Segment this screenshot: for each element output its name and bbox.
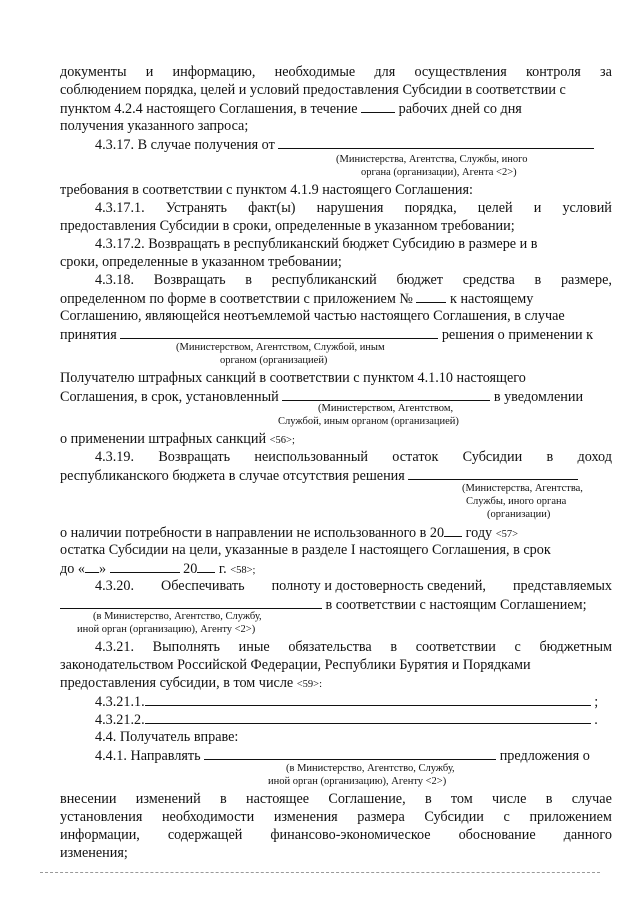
blank-field: [120, 325, 438, 339]
text-fragment: 20: [183, 561, 198, 577]
text-fragment: решения о применении к: [441, 327, 593, 343]
word: нарушения: [316, 200, 384, 216]
text-fragment: о применении штрафных санкций: [60, 431, 267, 447]
word: в: [424, 791, 432, 807]
text-line-35: изменения;: [60, 845, 128, 861]
word: Возвращать: [153, 272, 226, 288]
word: Соглашение,: [328, 791, 406, 807]
text-fragment: о наличии потребности в направлении не использованного в 20: [60, 525, 445, 541]
text-fragment: 4.3.17. В случае получения от: [95, 137, 275, 153]
word: 4.3.20.: [95, 578, 135, 594]
text-fragment: предоставления субсидии, в том числе: [60, 675, 294, 691]
word: полноту и достоверность сведений,: [271, 578, 486, 594]
word: в: [545, 791, 553, 807]
text-line-27: [60, 674, 612, 694]
caption-3b: Службой, иным органом (организацией): [278, 416, 459, 427]
word: целей: [477, 200, 513, 216]
text-line-21: остатка Субсидии на цели, указанные в разделе I настоящего Соглашения, в срок: [60, 542, 551, 558]
footnote-ref: <58>;: [230, 565, 256, 576]
text-line-2: соблюдением порядка, целей и условий предоставления Субсидии в соответствии с: [60, 82, 566, 98]
clause-4-3-17: [95, 135, 640, 154]
caption-5b: иной орган (организацию), Агенту <2>): [77, 624, 256, 635]
word: том: [450, 791, 473, 807]
word: порядка,: [404, 200, 457, 216]
caption-4a: (Министерства, Агентства,: [462, 483, 583, 494]
text-line-15: Получателю штрафных санкций в соответствии с пунктом 4.1.10 настоящего: [60, 370, 526, 386]
word: средства: [462, 272, 515, 288]
blank-field: [60, 595, 322, 609]
word: бюджетным: [539, 639, 612, 655]
word: осуществления: [414, 64, 507, 80]
clause-4-4: 4.4. Получатель вправе:: [95, 729, 239, 745]
word: Субсидии: [462, 449, 523, 465]
word: факт(ы): [248, 200, 296, 216]
blank-field: [278, 135, 594, 149]
word: обязательства: [288, 639, 372, 655]
text-line-6: требования в соответствии с пунктом 4.1.9 настоящего Соглашения:: [60, 182, 473, 198]
word: в: [220, 791, 227, 807]
word: приложением: [529, 809, 612, 825]
caption-1b: органа (организации), Агента <2>): [361, 167, 517, 178]
blank-field: [197, 559, 215, 573]
text-fragment: предложения о: [499, 748, 590, 764]
word: республиканский: [271, 272, 377, 288]
word: в: [390, 639, 398, 655]
blank-field: [85, 559, 99, 573]
clause-4-3-21-2: [95, 710, 640, 729]
word: за: [600, 64, 612, 80]
text-fragment: 4.3.21.2.: [95, 712, 145, 728]
text-fragment: »: [98, 561, 107, 577]
text-line-3: [60, 99, 612, 118]
text-fragment: 4.3.21.1.: [95, 694, 145, 710]
text-fragment: г.: [218, 561, 227, 577]
blank-field: [145, 692, 591, 706]
word: настоящее: [246, 791, 310, 807]
word: изменения: [273, 809, 338, 825]
caption-4c: (организации): [487, 509, 551, 520]
word: Обеспечивать: [161, 578, 245, 594]
text-fragment: 4.4.1. Направлять: [95, 748, 201, 764]
word: изменений: [135, 791, 201, 807]
word: остаток: [392, 449, 439, 465]
word: Выполнять: [152, 639, 221, 655]
text-line-17: [60, 430, 612, 450]
blank-field: [416, 289, 446, 303]
text-fragment: году: [465, 525, 493, 541]
text-line-10: сроки, определенные в указанном требовании;: [60, 254, 342, 270]
page-bottom-rule: [40, 872, 600, 873]
word: 4.3.21.: [95, 639, 135, 655]
word: контроля: [525, 64, 581, 80]
word: соответствии: [415, 639, 496, 655]
word: с: [503, 809, 510, 825]
word: и: [533, 200, 542, 216]
word: иные: [238, 639, 270, 655]
footnote-ref: <57>: [495, 529, 519, 540]
word: внесении: [60, 791, 117, 807]
word: бюджет: [396, 272, 443, 288]
blank-field: [361, 99, 395, 113]
text-line-34: [60, 826, 612, 844]
clause-4-3-19: [95, 448, 612, 466]
text-fragment: в соответствии с настоящим Соглашением;: [325, 597, 587, 613]
word: размере,: [560, 272, 612, 288]
footnote-ref: <56>;: [269, 435, 295, 446]
caption-6a: (в Министерство, Агентство, Службу,: [286, 763, 455, 774]
text-fragment: до «: [60, 561, 85, 577]
footnote-ref: <59>:: [296, 679, 323, 690]
word: представляемых: [512, 578, 612, 594]
word: числе: [492, 791, 527, 807]
clause-4-3-18: [95, 271, 612, 289]
word: данного: [563, 827, 612, 843]
caption-3a: (Министерством, Агентством,: [318, 403, 454, 414]
word: 4.3.18.: [95, 272, 135, 288]
text-line-4: получения указанного запроса;: [60, 118, 249, 134]
blank-field: [204, 746, 496, 760]
word: 4.3.17.1.: [95, 200, 145, 216]
word: неиспользованный: [254, 449, 368, 465]
word: и: [145, 64, 154, 80]
word: Возвращать: [158, 449, 231, 465]
clause-4-3-20: [95, 577, 612, 595]
text-fragment: рабочих дней со дня: [398, 101, 522, 117]
word: информацию,: [172, 64, 256, 80]
caption-4b: Службы, иного органа: [466, 496, 567, 507]
caption-6b: иной орган (организацию), Агенту <2>): [268, 776, 447, 787]
text-fragment: к настоящему: [450, 291, 534, 307]
clause-4-3-17-2: 4.3.17.2. Возвращать в республиканский бюджет Субсидию в размере и в: [95, 236, 538, 252]
text-line-1: [60, 63, 612, 81]
word: финансово-экономическое: [270, 827, 431, 843]
text-line-26: законодательством Российской Федерации, Республики Бурятия и Порядками: [60, 657, 531, 673]
word: необходимые: [274, 64, 356, 80]
caption-2b: органом (организацией): [220, 355, 328, 366]
blank-field: [110, 559, 180, 573]
word: обоснование: [458, 827, 536, 843]
text-line-8: предоставления Субсидии в сроки, определенные в указанном требовании;: [60, 218, 515, 234]
word: Устранять: [165, 200, 227, 216]
text-line-33: [60, 808, 612, 826]
text-line-32: [60, 790, 612, 808]
text-fragment: пунктом 4.2.4 настоящего Соглашения, в течение: [60, 101, 358, 117]
text-fragment: принятия: [60, 327, 117, 343]
text-fragment: .: [594, 712, 598, 728]
text-line-12: [60, 289, 612, 308]
text-fragment: ;: [594, 694, 599, 710]
word: 4.3.19.: [95, 449, 135, 465]
word: для: [374, 64, 396, 80]
text-fragment: в уведомлении: [493, 389, 584, 405]
text-fragment: определенном по форме в соответствии с приложением №: [60, 291, 413, 307]
text-line-13: Соглашению, являющейся неотъемлемой частью настоящего Соглашения, в случае: [60, 308, 565, 324]
word: в: [546, 449, 554, 465]
caption-1a: (Министерства, Агентства, Службы, иного: [336, 154, 528, 165]
clause-4-3-21: [95, 638, 612, 656]
clause-4-3-21-1: [95, 692, 640, 711]
word: содержащей: [167, 827, 243, 843]
blank-field: [145, 710, 591, 724]
word: в: [534, 272, 542, 288]
caption-2a: (Министерством, Агентством, Службой, иным: [176, 342, 385, 353]
text-fragment: республиканского бюджета в случае отсутствия решения: [60, 468, 405, 484]
word: условий: [562, 200, 612, 216]
word: установления: [60, 809, 143, 825]
word: в: [245, 272, 252, 288]
clause-4-3-17-1: [95, 199, 612, 217]
blank-field: [444, 523, 462, 537]
word: с: [514, 639, 521, 655]
text-fragment: Соглашения, в срок, установленный: [60, 389, 279, 405]
blank-field: [408, 466, 578, 480]
word: информации,: [60, 827, 140, 843]
caption-5a: (в Министерство, Агентство, Службу,: [93, 611, 262, 622]
word: необходимости: [161, 809, 255, 825]
word: доход: [577, 449, 612, 465]
blank-field: [282, 387, 490, 401]
word: размера: [357, 809, 405, 825]
word: документы: [60, 64, 127, 80]
word: случае: [571, 791, 612, 807]
word: Субсидии: [424, 809, 484, 825]
